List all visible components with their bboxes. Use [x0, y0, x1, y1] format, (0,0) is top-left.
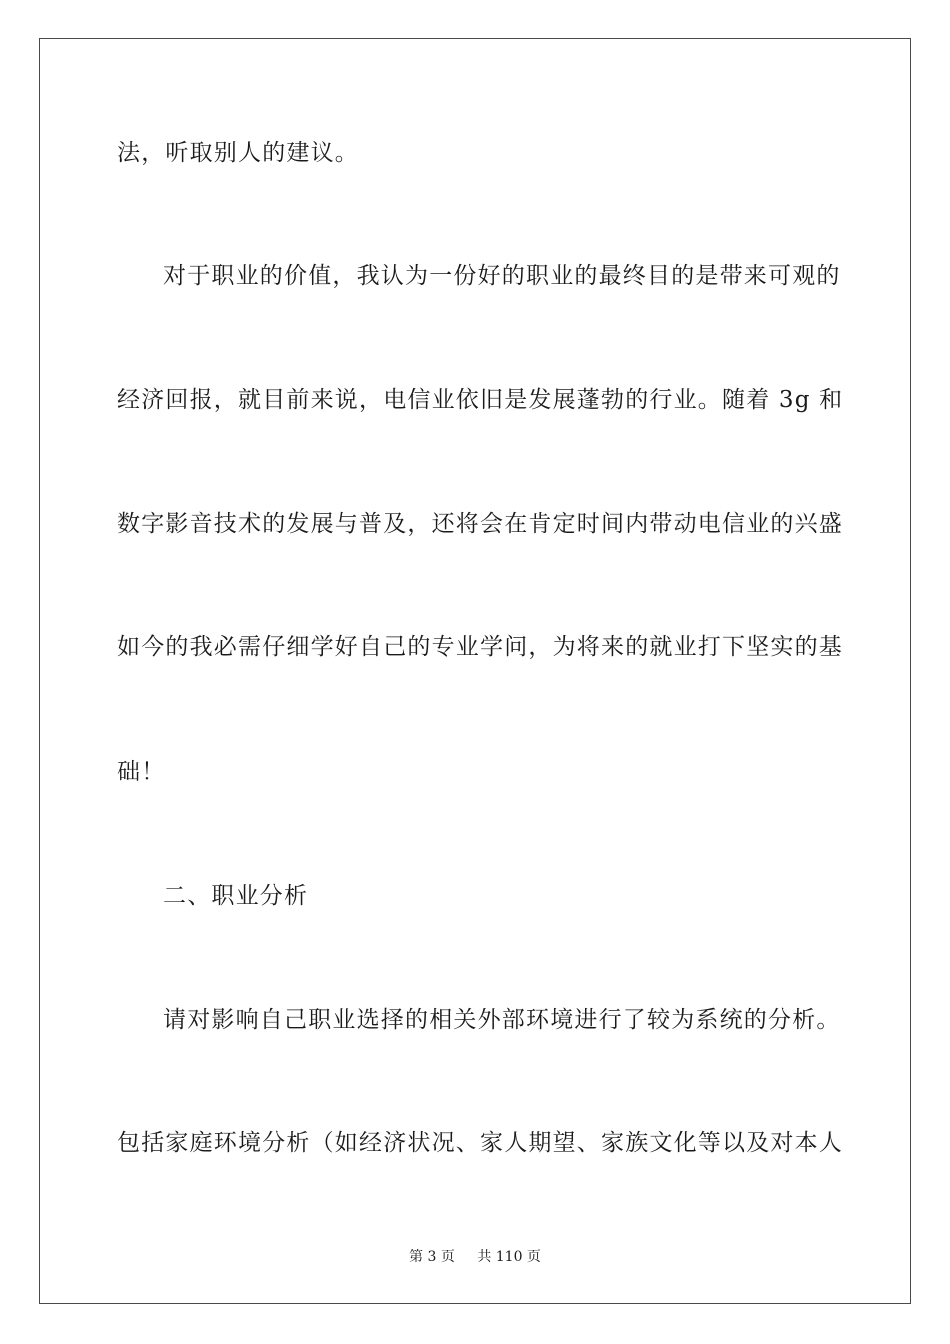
paragraph-first-line: 请对影响自己职业选择的相关外部环境进行了较为系统的分析。: [163, 1007, 841, 1033]
body-text-line: 法，听取别人的建议。: [117, 140, 359, 166]
page-total: 共 110 页: [477, 1249, 541, 1265]
body-text-line: 础！: [117, 759, 166, 785]
paragraph-first-line: 对于职业的价值，我认为一份好的职业的最终目的是带来可观的: [163, 263, 841, 289]
page-footer: [0, 1247, 950, 1267]
body-text-line: 包括家庭环境分析（如经济状况、家人期望、家族文化等以及对本人: [117, 1130, 843, 1156]
body-text-line: 经济回报，就目前来说，电信业依旧是发展蓬勃的行业。随着 3g 和: [117, 387, 844, 413]
section-heading: 二、职业分析: [163, 883, 309, 909]
body-text-line: 如今的我必需仔细学好自己的专业学问，为将来的就业打下坚实的基: [117, 634, 843, 660]
page-border: [39, 38, 911, 1304]
page-number: 第 3 页: [409, 1249, 455, 1265]
body-text-line: 数字影音技术的发展与普及，还将会在肯定时间内带动电信业的兴盛: [117, 511, 843, 537]
